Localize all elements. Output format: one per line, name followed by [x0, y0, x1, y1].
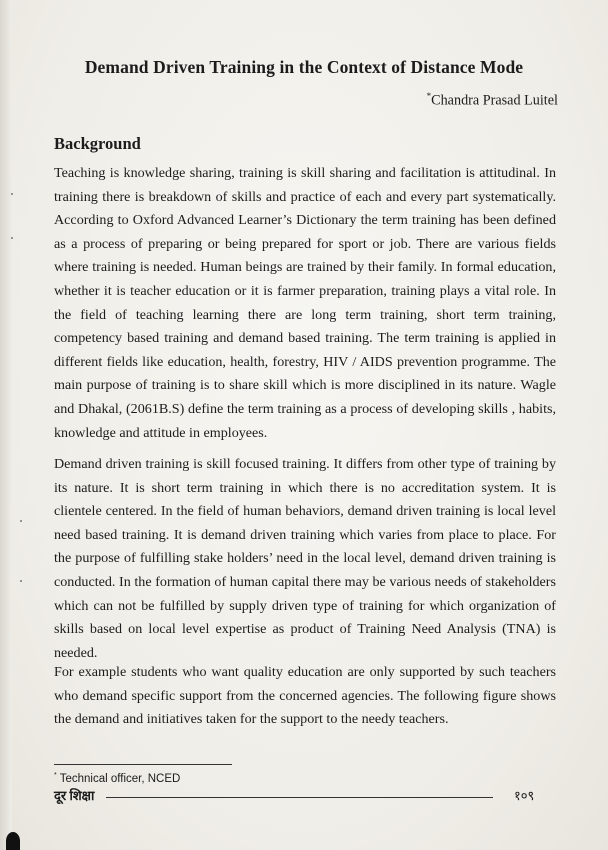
article-title: Demand Driven Training in the Context of Distance Mode	[84, 57, 524, 77]
page-number: १०९	[514, 788, 535, 803]
author-footnote-mark: *	[426, 91, 432, 101]
paragraph-3: For example students who want quality education are only supported by such teachers who demand specific support from the concerned agencies. The following figure shows the demand and initiatives taken for the support to the needy teachers.	[54, 664, 556, 728]
author-name: Chandra Prasad Luitel	[431, 92, 558, 109]
ink-blot	[6, 832, 20, 850]
scan-speck	[11, 237, 13, 239]
paragraph-1: Teaching is knowledge sharing, training is skill sharing and facilitation is attitudinal. In training there is breakdown of skills and practice of each and every part systematically. According to Oxford Advanced Learner’s Dictionary the term training has been defined as a process of preparing or being prepared for sport or job. There are various fields where training is needed. Human beings are trained by their family. In formal education, whether it is teacher education or it is farmer preparation, training plays a vital role. In the field of teaching learning there are long term training, short term training, competency based training and demand based training. The term training is applied in different fields like education, health, forestry, HIV / AIDS prevention programme. The main purpose of training is to share skill which is more disciplined in its nature. Wagle and Dhakal, (2061B.S) define the term training as a process of developing skills , habits, knowledge and attitude in employees.	[54, 165, 556, 441]
section-heading: Background	[54, 134, 141, 153]
scan-speck	[20, 520, 22, 522]
page-binding-edge	[0, 0, 12, 850]
footnote-rule	[54, 764, 232, 765]
journal-name: दूर शिक्षा	[54, 788, 95, 803]
scan-speck	[20, 580, 22, 582]
author-line	[427, 91, 558, 110]
scan-speck	[11, 193, 13, 195]
footnote	[54, 772, 180, 785]
footnote-mark: *	[54, 772, 57, 779]
footnote-text: Technical officer, NCED	[59, 772, 181, 785]
footer-rule	[106, 797, 493, 798]
paragraph-2: Demand driven training is skill focused training. It differs from other type of training by its nature. It is short term training in which there is no accreditation system. It is clientele centered. In the field of human behaviors, demand driven training is local level need based training. It is demand driven training which varies from place to place. For the purpose of fulfilling stake holders’ need in the local level, demand driven training is conducted. In the formation of human capital there may be various needs of stakeholders which can not be fulfilled by supply driven type of training for which organization of skills based on local level expertise as product of Training Need Analysis (TNA) is needed.	[54, 456, 556, 661]
